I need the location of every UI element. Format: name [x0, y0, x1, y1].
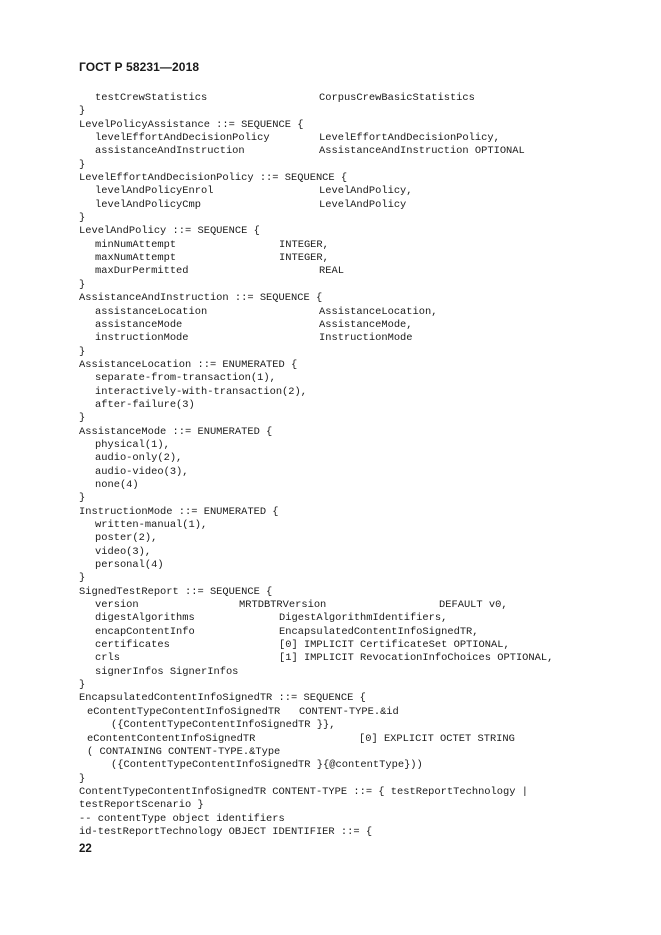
code-token: none(4)	[95, 478, 139, 491]
code-token: LevelEffortAndDecisionPolicy ::= SEQUENCE {	[79, 172, 348, 185]
code-line	[79, 679, 639, 692]
code-token: EncapsulatedContentInfoSignedTR,	[279, 625, 479, 638]
code-token: INTEGER,	[279, 238, 329, 251]
code-token: SignedTestReport ::= SEQUENCE {	[79, 585, 273, 598]
code-token: AssistanceLocation ::= ENUMERATED {	[79, 358, 298, 371]
code-token: written-manual(1),	[95, 519, 208, 531]
code-token: LevelPolicyAssistance ::= SEQUENCE {	[79, 118, 304, 131]
code-line	[79, 546, 639, 559]
code-line	[79, 145, 639, 158]
page-number: 22	[79, 843, 92, 855]
code-line	[79, 252, 639, 265]
code-line	[79, 332, 639, 345]
code-token: poster(2),	[95, 532, 158, 545]
code-line	[79, 185, 639, 198]
code-token: crls	[95, 652, 120, 665]
code-line	[79, 239, 639, 252]
code-token: levelAndPolicyCmp	[95, 198, 202, 211]
code-line	[79, 346, 639, 359]
code-token: [1] IMPLICIT RevocationInfoChoices OPTIONAL,	[279, 652, 554, 665]
code-token: ( CONTAINING CONTENT-TYPE.&Type	[87, 745, 281, 758]
code-line	[79, 159, 639, 172]
code-token: eContentTypeContentInfoSignedTR CONTENT-TYPE.&id	[87, 705, 399, 718]
code-token: assistanceAndInstruction	[95, 145, 245, 158]
code-token: ({ContentTypeContentInfoSignedTR }{@contentType}))	[111, 759, 423, 772]
code-line	[79, 372, 639, 385]
code-token: levelAndPolicyEnrol	[95, 185, 214, 198]
code-token: testCrewStatistics	[95, 92, 208, 104]
code-line	[79, 172, 639, 185]
code-line	[79, 265, 639, 278]
code-line	[79, 119, 639, 132]
code-line	[79, 773, 639, 786]
code-line	[79, 786, 639, 799]
code-token: }	[79, 679, 86, 692]
code-line	[79, 359, 639, 372]
code-line	[79, 519, 639, 532]
code-token: video(3),	[95, 545, 152, 558]
code-line	[79, 492, 639, 505]
code-token: audio-only(2),	[95, 452, 183, 465]
code-token: digestAlgorithms	[95, 612, 195, 625]
code-line	[79, 225, 639, 238]
code-line	[79, 466, 639, 479]
code-line	[79, 439, 639, 452]
code-line	[79, 92, 639, 105]
code-line	[79, 759, 639, 772]
code-token: InstructionMode	[319, 332, 413, 345]
code-line	[79, 626, 639, 639]
code-token: levelEffortAndDecisionPolicy	[95, 132, 270, 145]
code-token: AssistanceMode,	[319, 318, 413, 331]
code-line	[79, 666, 639, 679]
code-line	[79, 826, 639, 839]
code-token: audio-video(3),	[95, 465, 189, 478]
code-line	[79, 279, 639, 292]
code-line	[79, 132, 639, 145]
code-token: [0] EXPLICIT OCTET STRING	[359, 732, 515, 745]
code-line	[79, 692, 639, 705]
code-token: interactively-with-transaction(2),	[95, 385, 308, 398]
code-token: }	[79, 492, 86, 505]
code-token: LevelAndPolicy,	[319, 185, 413, 198]
code-token: eContentContentInfoSignedTR	[87, 732, 256, 745]
code-token: AssistanceAndInstruction OPTIONAL	[319, 145, 525, 158]
code-line	[79, 199, 639, 212]
code-token: ({ContentTypeContentInfoSignedTR }},	[111, 719, 336, 732]
code-token: }	[79, 158, 86, 171]
code-token: -- contentType object identifiers	[79, 812, 285, 825]
standard-header: ГОСТ Р 58231—2018	[79, 60, 200, 74]
code-token: assistanceMode	[95, 318, 183, 331]
code-token: certificates	[95, 639, 170, 652]
code-token: after-failure(3)	[95, 398, 195, 411]
code-line	[79, 733, 639, 746]
code-line	[79, 706, 639, 719]
code-line	[79, 412, 639, 425]
code-line	[79, 212, 639, 225]
code-line	[79, 719, 639, 732]
code-token: id-testReportTechnology OBJECT IDENTIFIER ::= {	[79, 825, 373, 838]
code-line	[79, 452, 639, 465]
code-token: assistanceLocation	[95, 305, 208, 318]
code-token: }	[79, 412, 86, 425]
code-token: LevelEffortAndDecisionPolicy,	[319, 132, 500, 145]
code-token: version	[95, 599, 139, 612]
code-line	[79, 799, 639, 812]
code-line	[79, 652, 639, 665]
code-token: personal(4)	[95, 559, 164, 572]
code-line	[79, 426, 639, 439]
code-line	[79, 506, 639, 519]
code-token: encapContentInfo	[95, 625, 195, 638]
code-token: minNumAttempt	[95, 238, 177, 251]
code-token: LevelAndPolicy	[319, 198, 407, 211]
code-line	[79, 292, 639, 305]
code-line	[79, 639, 639, 652]
code-line	[79, 532, 639, 545]
code-token: }	[79, 212, 86, 225]
code-token: EncapsulatedContentInfoSignedTR ::= SEQUENCE {	[79, 692, 366, 705]
code-token: MRTDBTRVersion	[239, 599, 327, 612]
code-token: INTEGER,	[279, 252, 329, 265]
code-token: }	[79, 345, 86, 358]
code-token: physical(1),	[95, 438, 170, 451]
code-line	[79, 813, 639, 826]
code-token: DEFAULT v0,	[439, 599, 508, 612]
code-token: maxDurPermitted	[95, 265, 189, 278]
code-token: separate-from-transaction(1),	[95, 372, 276, 385]
code-line	[79, 612, 639, 625]
code-token: testReportScenario }	[79, 799, 204, 812]
code-token: AssistanceLocation,	[319, 305, 438, 318]
code-token: DigestAlgorithmIdentifiers,	[279, 612, 448, 625]
code-line	[79, 319, 639, 332]
code-token: ContentTypeContentInfoSignedTR CONTENT-TYPE ::= { testReportTechnology |	[79, 785, 528, 798]
code-token: REAL	[319, 265, 344, 278]
code-token: signerInfos SignerInfos	[95, 665, 239, 678]
code-line	[79, 105, 639, 118]
code-line	[79, 572, 639, 585]
asn1-code-listing	[79, 92, 639, 839]
code-token: InstructionMode ::= ENUMERATED {	[79, 505, 279, 518]
code-token: }	[79, 772, 86, 785]
code-line	[79, 586, 639, 599]
code-token: }	[79, 105, 86, 118]
code-token: [0] IMPLICIT CertificateSet OPTIONAL,	[279, 639, 510, 652]
code-token: maxNumAttempt	[95, 252, 177, 265]
code-line	[79, 306, 639, 319]
code-token: }	[79, 278, 86, 291]
code-line	[79, 479, 639, 492]
code-token: }	[79, 572, 86, 585]
code-line	[79, 559, 639, 572]
code-token: AssistanceAndInstruction ::= SEQUENCE {	[79, 292, 323, 305]
code-line	[79, 399, 639, 412]
code-token: AssistanceMode ::= ENUMERATED {	[79, 425, 273, 438]
code-line	[79, 599, 639, 612]
code-token: LevelAndPolicy ::= SEQUENCE {	[79, 225, 260, 238]
code-line	[79, 746, 639, 759]
code-token: instructionMode	[95, 332, 189, 345]
code-line	[79, 386, 639, 399]
code-token: CorpusCrewBasicStatistics	[319, 92, 475, 104]
